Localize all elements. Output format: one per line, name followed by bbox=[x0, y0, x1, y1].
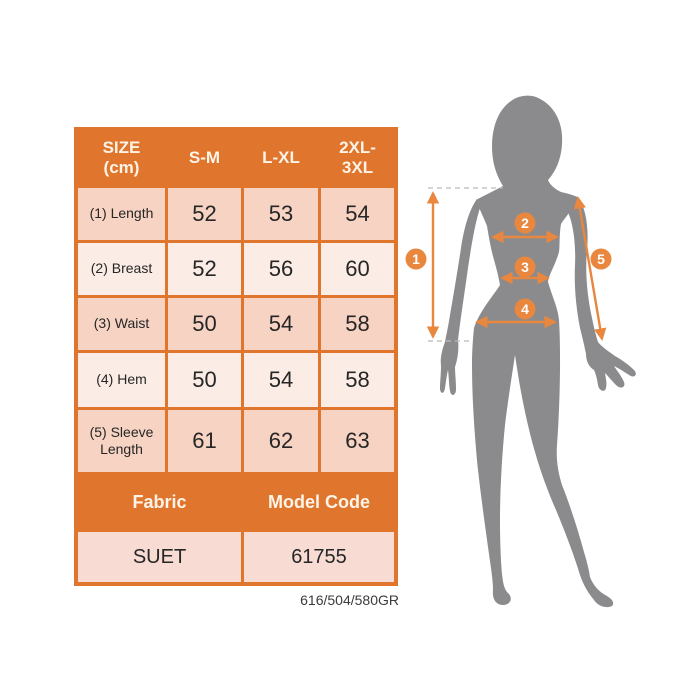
model-code-value: 61755 bbox=[244, 532, 394, 582]
measure-marker-2 bbox=[515, 213, 536, 234]
col-header-2xl-3xl: 2XL-3XL bbox=[321, 131, 394, 185]
row-sleeve-2xl3xl: 63 bbox=[321, 410, 394, 472]
svg-text:3: 3 bbox=[521, 259, 529, 275]
row-waist-2xl3xl: 58 bbox=[321, 298, 394, 350]
row-breast-2xl3xl: 60 bbox=[321, 243, 394, 295]
row-breast-label: (2) Breast bbox=[78, 243, 165, 295]
row-length-2xl3xl: 54 bbox=[321, 188, 394, 240]
svg-text:2: 2 bbox=[521, 215, 529, 231]
measurement-figure bbox=[402, 90, 700, 618]
row-waist-lxl: 54 bbox=[244, 298, 318, 350]
fabric-header: Fabric bbox=[78, 475, 241, 529]
fabric-value: SUET bbox=[78, 532, 241, 582]
model-code-header: Model Code bbox=[244, 475, 394, 529]
measure-marker-5 bbox=[591, 249, 612, 270]
col-header-s-m: S-M bbox=[168, 131, 241, 185]
svg-text:4: 4 bbox=[521, 301, 529, 317]
row-waist-sm: 50 bbox=[168, 298, 241, 350]
row-length-label: (1) Length bbox=[78, 188, 165, 240]
row-hem-label: (4) Hem bbox=[78, 353, 165, 407]
row-sleeve-sm: 61 bbox=[168, 410, 241, 472]
measure-marker-1 bbox=[406, 249, 427, 270]
row-sleeve-label: (5) Sleeve Length bbox=[78, 410, 165, 472]
row-hem-2xl3xl: 58 bbox=[321, 353, 394, 407]
female-silhouette-right-arm bbox=[567, 198, 636, 391]
row-hem-lxl: 54 bbox=[244, 353, 318, 407]
svg-text:5: 5 bbox=[597, 251, 605, 267]
row-waist-label: (3) Waist bbox=[78, 298, 165, 350]
row-sleeve-lxl: 62 bbox=[244, 410, 318, 472]
measure-marker-3 bbox=[515, 257, 536, 278]
row-breast-lxl: 56 bbox=[244, 243, 318, 295]
row-length-lxl: 53 bbox=[244, 188, 318, 240]
weight-footnote: 616/504/580GR bbox=[300, 592, 399, 608]
row-breast-sm: 52 bbox=[168, 243, 241, 295]
row-length-sm: 52 bbox=[168, 188, 241, 240]
size-table bbox=[74, 127, 398, 586]
row-hem-sm: 50 bbox=[168, 353, 241, 407]
col-header-l-xl: L-XL bbox=[244, 131, 318, 185]
measure-marker-4 bbox=[515, 299, 536, 320]
col-header-size: SIZE (cm) bbox=[78, 131, 165, 185]
svg-text:1: 1 bbox=[412, 251, 420, 267]
